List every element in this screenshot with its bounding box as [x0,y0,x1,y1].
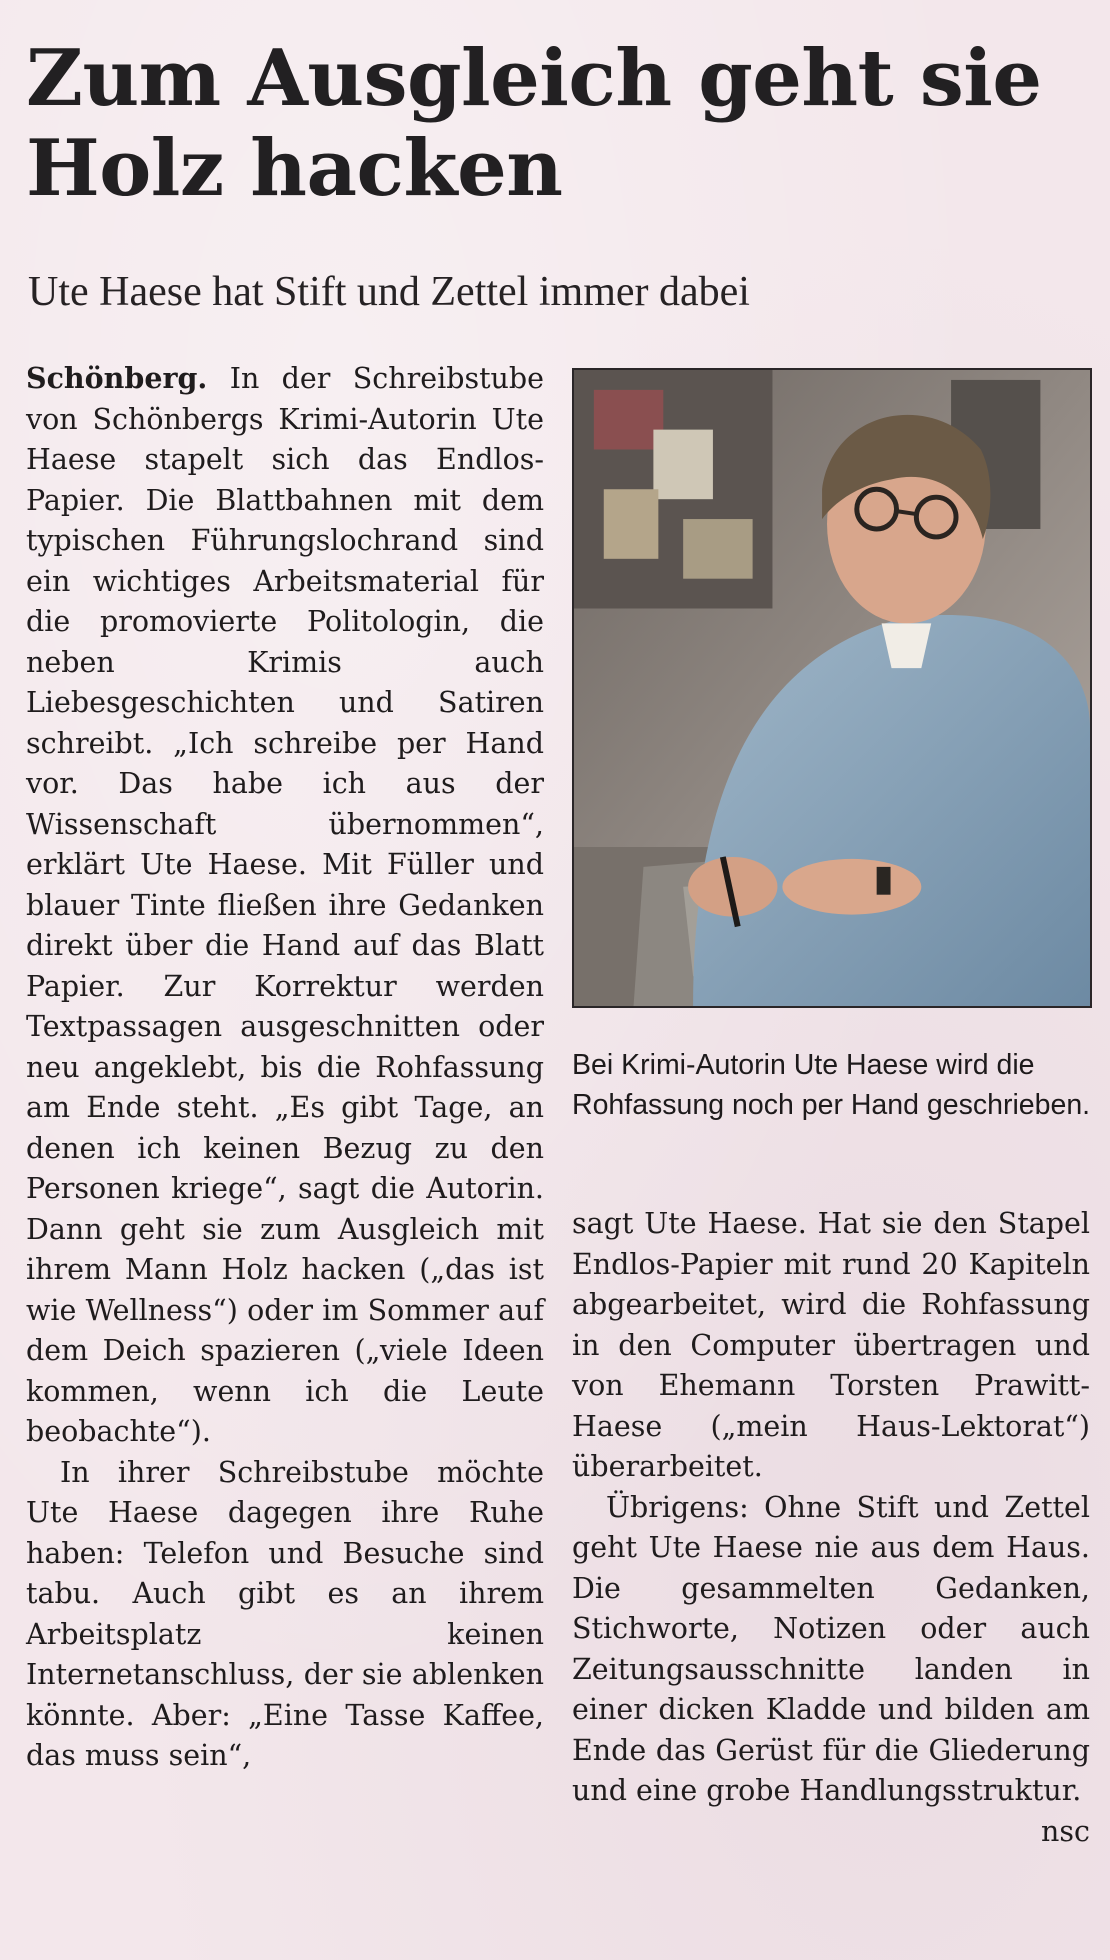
article-column-right [572,1204,1090,1944]
author-photo [572,368,1092,1008]
paragraph-text: Übrigens: Ohne Stift und Zettel geht Ute Haese nie aus dem Haus. Die gesammelten Gedanken, Stichworte, Notizen oder auch Zeitungsausschnitte landen in einer dicken Kladde und bilden am Ende das Gerüst für die Gliederung und eine grobe Handlungsstruktur. [572,1490,1090,1807]
article-paragraph: sagt Ute Haese. Hat sie den Stapel Endlos-Papier mit rund 20 Kapiteln abgearbeitet, wird die Rohfassung in den Computer übertragen und von Ehemann Torsten Prawitt-Haese („mein Haus-Lektorat“) überarbeitet. [572,1207,1090,1483]
paragraph-text: In der Schreibstube von Schönbergs Krimi-Autorin Ute Haese stapelt sich das Endlos-Papier. Die Blattbahnen mit dem typischen Führungslochrand sind ein wichtiges Arbeitsmaterial für die promovierte Politologin, die neben Krimis auch Liebesgeschichten und Satiren schreibt. „Ich schreibe per Hand vor. Das habe ich aus der Wissenschaft übernommen“, erklärt Ute Haese. Mit Füller und blauer Tinte fließen ihre Gedanken direkt über die Hand auf das Blatt Papier. Zur Korrektur werden Textpassagen ausgeschnitten oder neu angeklebt, bis die Rohfassung am Ende steht. „Es gibt Tage, an denen ich keinen Bezug zu den Personen kriege“, sagt die Autorin. Dann geht sie zum Ausgleich mit ihrem Mann Holz hacken („das ist wie Wellness“) oder im Sommer auf dem Deich spazieren („viele Ideen kommen, wenn ich die Leute beobachte“). [26,362,545,1448]
headline: Zum Ausgleich geht sie Holz hacken [26,33,1042,214]
author-writing-image [574,370,1090,1006]
article-paragraph: In ihrer Schreibstube möchte Ute Haese dagegen ihre Ruhe haben: Telefon und Besuche sind tabu. Auch gibt es an ihrem Arbeitsplatz keinen Internetanschluss, der sie ablenken könnte. Aber: „Eine Tasse Kaffee, das muss sein“, [26,1455,544,1772]
article-paragraph [26,358,544,1453]
subheadline: Ute Haese hat Stift und Zettel immer dabei [28,269,750,315]
photo-caption: Bei Krimi-Autorin Ute Haese wird die Rohfassung noch per Hand geschrieben. [572,1049,1091,1121]
author-signature: nsc [1041,1814,1090,1848]
dateline: Schönberg. [26,361,208,395]
article-column-left [26,358,544,1948]
article-paragraph [572,1488,1090,1848]
